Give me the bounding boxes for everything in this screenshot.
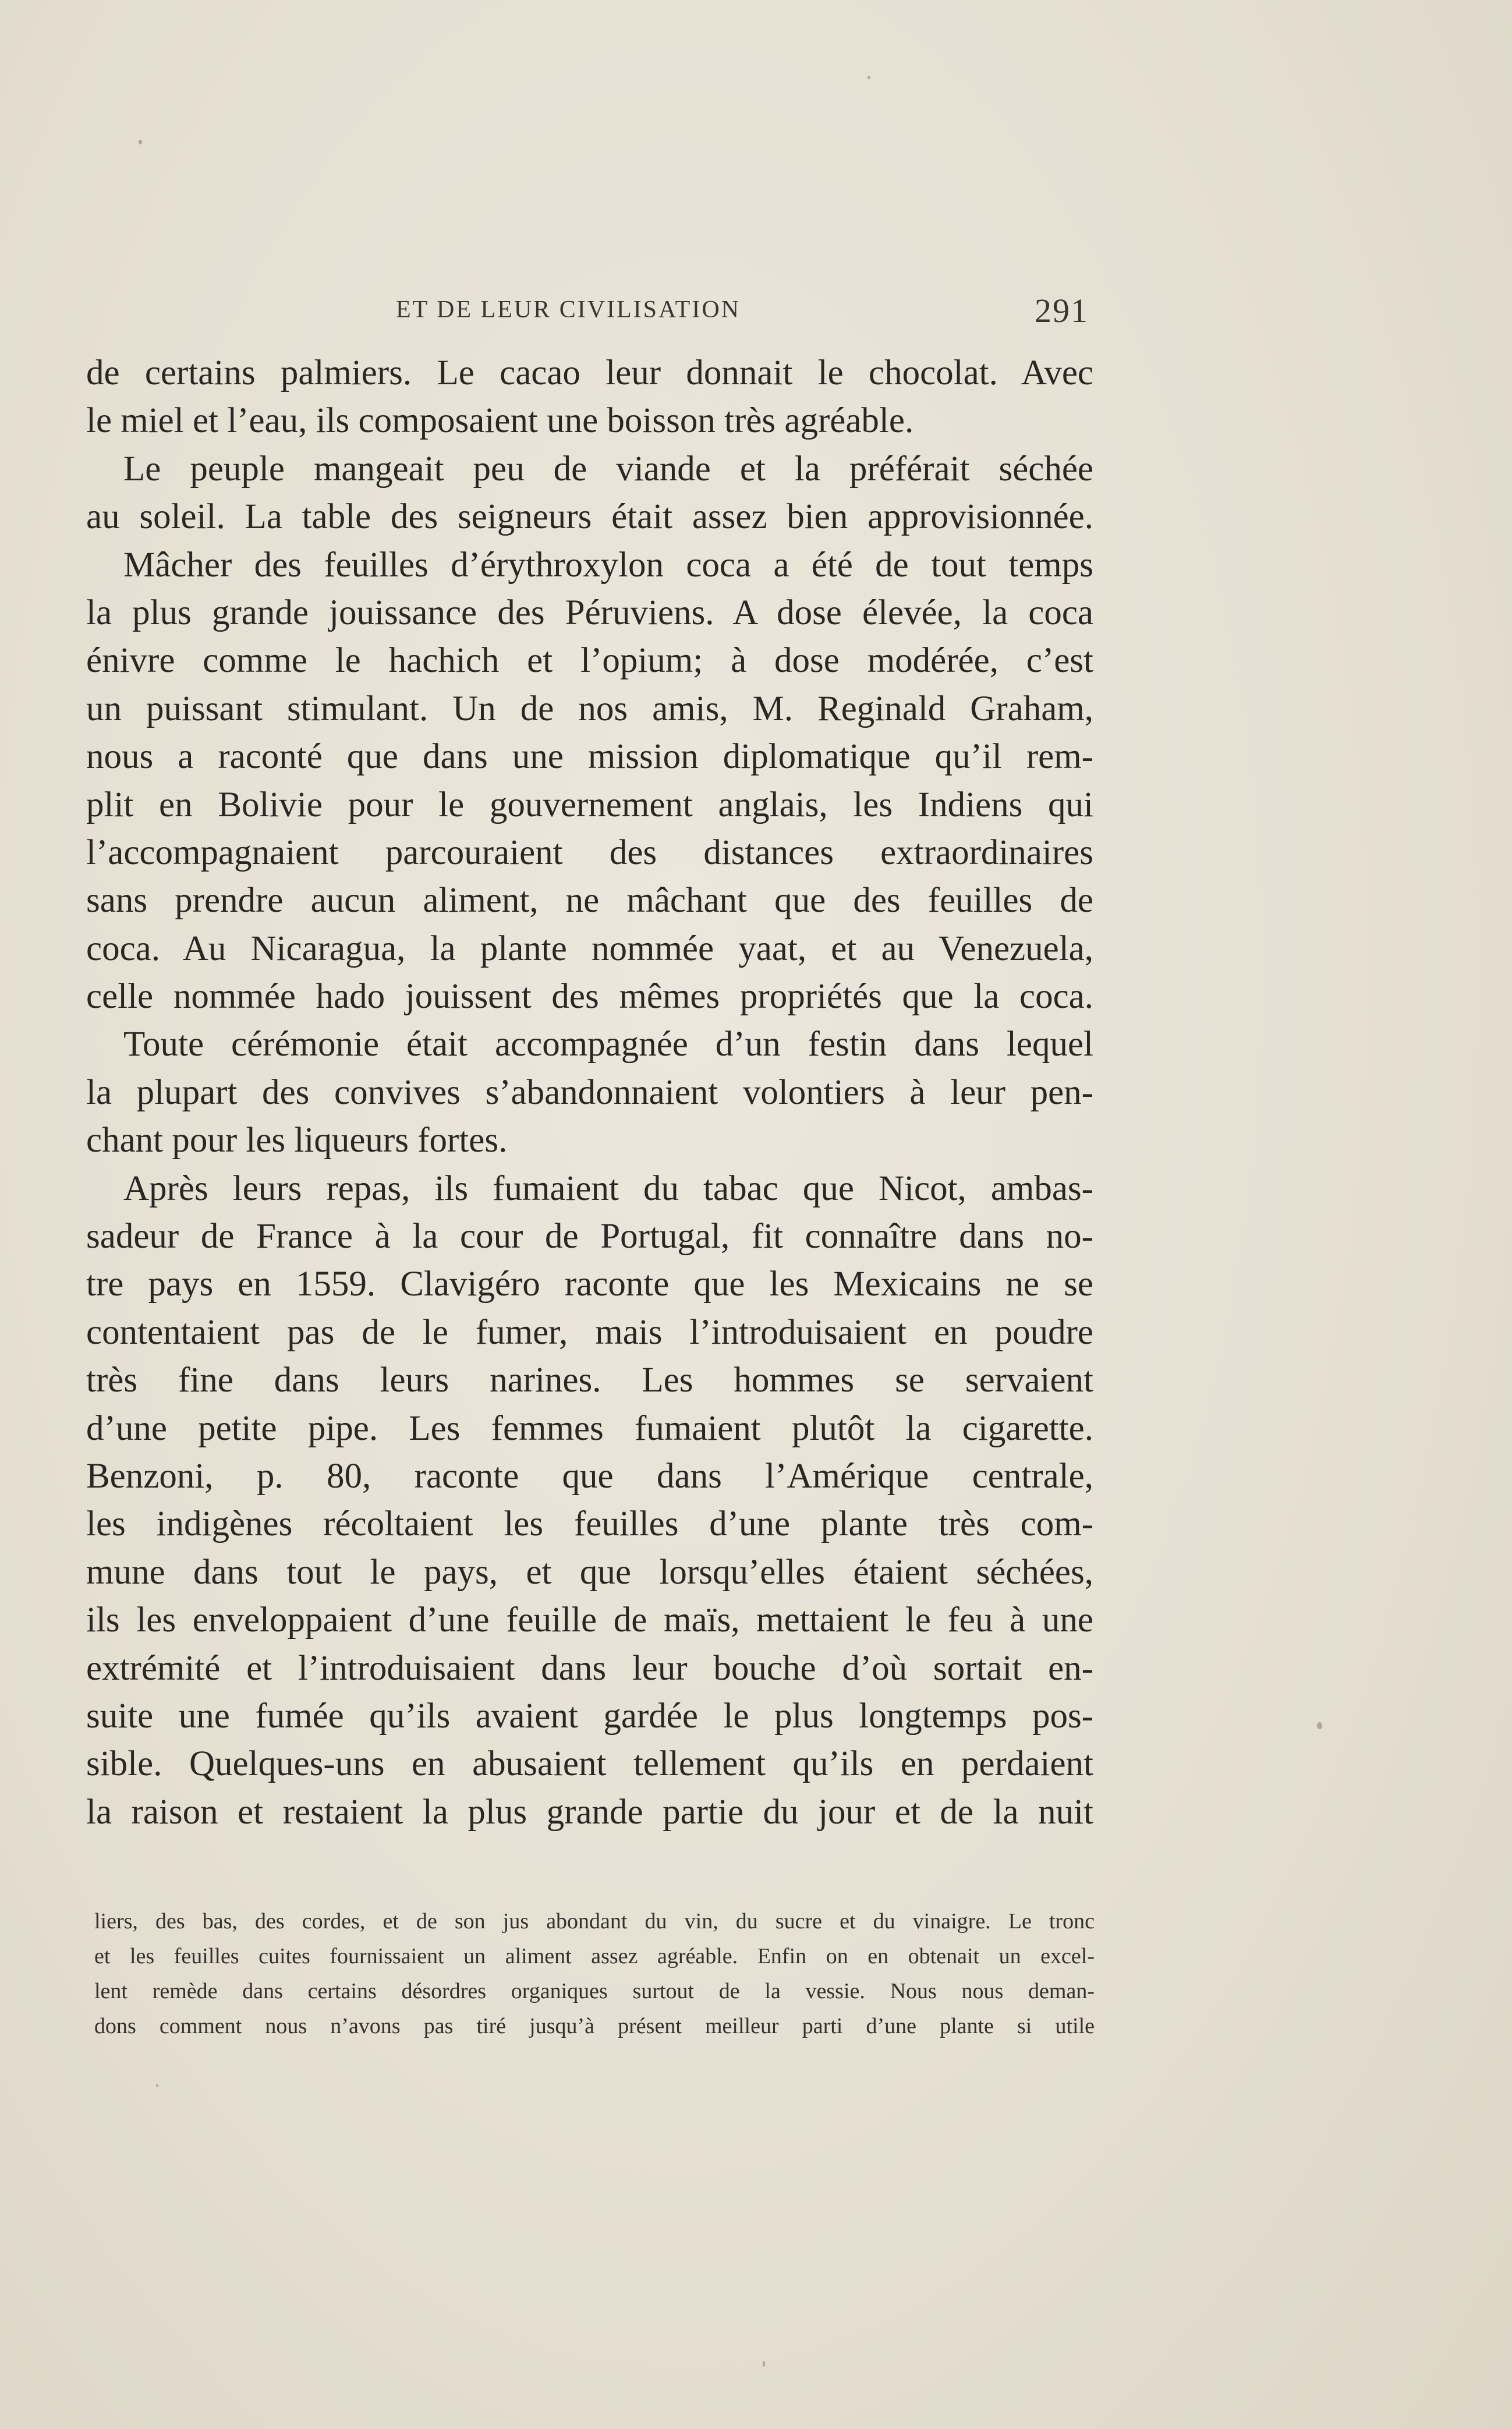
paper-speck — [1317, 1722, 1322, 1729]
text-line: de certains palmiers. Le cacao leur donnait le chocolat. Avec — [86, 353, 1093, 392]
text-line: suite une fumée qu’ils avaient gardée le plus longtemps pos- — [86, 1696, 1093, 1736]
text-line: coca. Au Nicaragua, la plante nommée yaat, et au Venezuela, — [86, 929, 1093, 968]
text-line: Toute cérémonie était accompagnée d’un festin dans lequel — [123, 1025, 1093, 1064]
text-line: très fine dans leurs narines. Les hommes se servaient — [86, 1361, 1093, 1400]
footnote-line: lent remède dans certains désordres organiques surtout de la vessie. Nous nous deman- — [94, 1979, 1095, 2003]
text-line: au soleil. La table des seigneurs était assez bien approvisionnée. — [86, 497, 1093, 537]
text-line: sible. Quelques-uns en abusaient tellement qu’ils en perdaient — [86, 1744, 1093, 1784]
footnote-line: liers, des bas, des cordes, et de son jus abondant du vin, du sucre et du vinaigre. Le tronc — [94, 1909, 1095, 1934]
text-line: plit en Bolivie pour le gouvernement anglais, les Indiens qui — [86, 785, 1093, 824]
running-title: ET DE LEUR CIVILISATION — [396, 296, 741, 323]
text-line: contentaient pas de le fumer, mais l’introduisaient en poudre — [86, 1312, 1093, 1352]
paper-speck — [156, 2084, 158, 2087]
text-line: Le peuple mangeait peu de viande et la préférait séchée — [123, 449, 1093, 488]
text-line: sans prendre aucun aliment, ne mâchant que des feuilles de — [86, 881, 1093, 920]
text-line: la raison et restaient la plus grande partie du jour et de la nuit — [86, 1792, 1093, 1832]
text-line: d’une petite pipe. Les femmes fumaient plutôt la cigarette. — [86, 1408, 1093, 1448]
text-line: celle nommée hado jouissent des mêmes propriétés que la coca. — [86, 977, 1093, 1017]
text-line: tre pays en 1559. Clavigéro raconte que les Mexicains ne se — [86, 1265, 1093, 1304]
text-line: Benzoni, p. 80, raconte que dans l’Amérique centrale, — [86, 1456, 1093, 1496]
text-line: extrémité et l’introduisaient dans leur bouche d’où sortait en- — [86, 1648, 1093, 1688]
text-line: Après leurs repas, ils fumaient du tabac que Nicot, ambas- — [123, 1169, 1093, 1208]
paper-speck — [867, 76, 870, 79]
body-text — [86, 349, 1093, 1836]
text-line: la plupart des convives s’abandonnaient volontiers à leur pen- — [86, 1072, 1093, 1112]
text-line: sadeur de France à la cour de Portugal, fit connaître dans no- — [86, 1217, 1093, 1256]
footnote-line: et les feuilles cuites fournissaient un aliment assez agréable. Enfin on en obtenait un excel- — [94, 1944, 1095, 1968]
footnote — [94, 1904, 1095, 2044]
text-line: énivre comme le hachich et l’opium; à dose modérée, c’est — [86, 641, 1093, 681]
text-line: la plus grande jouissance des Péruviens. A dose élevée, la coca — [86, 593, 1093, 632]
text-line: Mâcher des feuilles d’érythroxylon coca a été de tout temps — [123, 545, 1093, 585]
text-line: nous a raconté que dans une mission diplomatique qu’il rem- — [86, 737, 1093, 777]
paper-speck — [139, 140, 142, 144]
text-line: les indigènes récoltaient les feuilles d’une plante très com- — [86, 1504, 1093, 1544]
text-line: mune dans tout le pays, et que lorsqu’elles étaient séchées, — [86, 1552, 1093, 1592]
text-line: chant pour les liqueurs fortes. — [86, 1121, 508, 1160]
footnote-line: dons comment nous n’avons pas tiré jusqu’à présent meilleur parti d’une plante si utile — [94, 2014, 1095, 2038]
running-head — [87, 291, 1089, 332]
paper-speck — [763, 2361, 765, 2367]
text-line: un puissant stimulant. Un de nos amis, M. Reginald Graham, — [86, 689, 1093, 728]
page-number: 291 — [1035, 292, 1089, 330]
text-line: ils les enveloppaient d’une feuille de maïs, mettaient le feu à une — [86, 1601, 1093, 1640]
text-line: l’accompagnaient parcouraient des distances extraordinaires — [86, 833, 1093, 872]
text-line: le miel et l’eau, ils composaient une boisson très agréable. — [86, 401, 914, 441]
